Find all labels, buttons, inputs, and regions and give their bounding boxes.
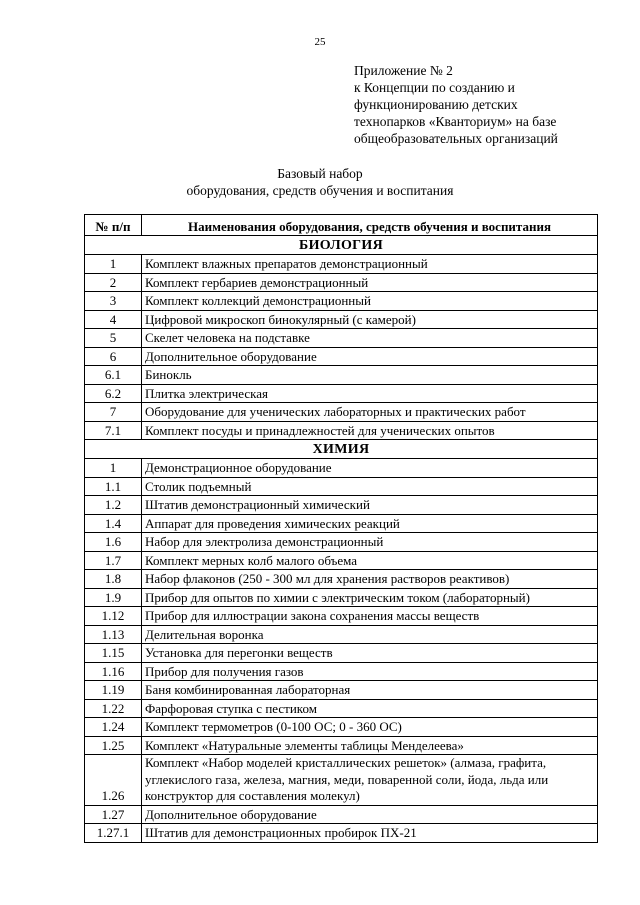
table-row (85, 755, 598, 806)
table-row (85, 310, 598, 329)
item-number: 7.1 (85, 421, 142, 440)
item-number: 3 (85, 292, 142, 311)
item-number: 1.2 (85, 496, 142, 515)
appendix-caption (354, 62, 614, 147)
table-header-row (85, 215, 598, 236)
table-row (85, 514, 598, 533)
appendix-line: Приложение № 2 (354, 63, 453, 78)
table-row (85, 273, 598, 292)
item-name: Столик подъемный (142, 477, 598, 496)
header-number: № п/п (85, 215, 142, 236)
item-name: Прибор для опытов по химии с электрическим током (лабораторный) (142, 588, 598, 607)
item-name: Штатив демонстрационный химический (142, 496, 598, 515)
table-row (85, 403, 598, 422)
item-number: 2 (85, 273, 142, 292)
item-name: Фарфоровая ступка с пестиком (142, 699, 598, 718)
item-name: Делительная воронка (142, 625, 598, 644)
table-row (85, 421, 598, 440)
section-row (85, 440, 598, 459)
appendix-line: технопарков «Кванториум» на базе (354, 114, 557, 129)
title-line: оборудования, средств обучения и воспитания (186, 183, 454, 198)
item-number: 4 (85, 310, 142, 329)
item-name: Комплект гербариев демонстрационный (142, 273, 598, 292)
item-name: Штатив для демонстрационных пробирок ПХ-21 (142, 824, 598, 843)
item-name: Плитка электрическая (142, 384, 598, 403)
equipment-table-wrapper (84, 214, 597, 843)
table-row (85, 496, 598, 515)
table-row (85, 662, 598, 681)
item-name: Скелет человека на подставке (142, 329, 598, 348)
item-number: 1.22 (85, 699, 142, 718)
section-title: БИОЛОГИЯ (85, 236, 598, 255)
table-row (85, 588, 598, 607)
table-row (85, 347, 598, 366)
item-number: 1.4 (85, 514, 142, 533)
appendix-line: общеобразовательных организаций (354, 131, 558, 146)
item-number: 6.2 (85, 384, 142, 403)
item-number: 1.25 (85, 736, 142, 755)
item-number: 1.16 (85, 662, 142, 681)
item-name: Комплект влажных препаратов демонстрационный (142, 255, 598, 274)
item-number: 1.19 (85, 681, 142, 700)
item-name: Установка для перегонки веществ (142, 644, 598, 663)
item-name: Цифровой микроскоп бинокулярный (с камерой) (142, 310, 598, 329)
table-row (85, 477, 598, 496)
item-name: Дополнительное оборудование (142, 347, 598, 366)
table-row (85, 292, 598, 311)
item-name: Набор для электролиза демонстрационный (142, 533, 598, 552)
equipment-table (84, 214, 598, 843)
item-number: 1 (85, 255, 142, 274)
item-number: 1.12 (85, 607, 142, 626)
table-body (85, 236, 598, 843)
item-name: Комплект «Натуральные элементы таблицы Менделеева» (142, 736, 598, 755)
page-number: 25 (314, 36, 326, 48)
item-number: 1.13 (85, 625, 142, 644)
item-name: Прибор для иллюстрации закона сохранения массы веществ (142, 607, 598, 626)
item-name: Баня комбинированная лабораторная (142, 681, 598, 700)
table-row (85, 681, 598, 700)
table-row (85, 459, 598, 478)
table-row (85, 533, 598, 552)
table-row (85, 824, 598, 843)
item-name: Комплект термометров (0-100 ОС; 0 - 360 ОС) (142, 718, 598, 737)
item-number: 1.24 (85, 718, 142, 737)
appendix-line: к Концепции по созданию и (354, 80, 515, 95)
document-title (0, 165, 640, 199)
item-number: 1.26 (85, 755, 142, 806)
table-row (85, 644, 598, 663)
item-name: Дополнительное оборудование (142, 805, 598, 824)
item-number: 1.1 (85, 477, 142, 496)
item-name: Комплект посуды и принадлежностей для ученических опытов (142, 421, 598, 440)
item-number: 1.27 (85, 805, 142, 824)
appendix-line: функционированию детских (354, 97, 518, 112)
title-line: Базовый набор (277, 166, 363, 181)
header-name: Наименования оборудования, средств обучения и воспитания (142, 215, 598, 236)
table-row (85, 551, 598, 570)
table-row (85, 366, 598, 385)
table-row (85, 625, 598, 644)
item-name: Комплект коллекций демонстрационный (142, 292, 598, 311)
section-title: ХИМИЯ (85, 440, 598, 459)
table-row (85, 805, 598, 824)
table-row (85, 384, 598, 403)
item-name: Аппарат для проведения химических реакций (142, 514, 598, 533)
item-name: Оборудование для ученических лабораторных и практических работ (142, 403, 598, 422)
item-number: 6.1 (85, 366, 142, 385)
item-number: 1.9 (85, 588, 142, 607)
item-number: 6 (85, 347, 142, 366)
item-number: 1.8 (85, 570, 142, 589)
item-name: Бинокль (142, 366, 598, 385)
table-row (85, 699, 598, 718)
section-row (85, 236, 598, 255)
table-row (85, 570, 598, 589)
item-number: 1.15 (85, 644, 142, 663)
item-number: 1.6 (85, 533, 142, 552)
item-name: Демонстрационное оборудование (142, 459, 598, 478)
table-row (85, 607, 598, 626)
item-number: 1 (85, 459, 142, 478)
item-number: 5 (85, 329, 142, 348)
item-number: 1.27.1 (85, 824, 142, 843)
table-row (85, 255, 598, 274)
item-name: Прибор для получения газов (142, 662, 598, 681)
table-row (85, 718, 598, 737)
table-row (85, 329, 598, 348)
item-name: Комплект мерных колб малого объема (142, 551, 598, 570)
item-name: Комплект «Набор моделей кристаллических решеток» (алмаза, графита, углекислого газа, железа, магния, меди, поваренной соли, йода, льда или конструктор для составления молекул) (142, 755, 598, 806)
item-number: 7 (85, 403, 142, 422)
item-name: Набор флаконов (250 - 300 мл для хранения растворов реактивов) (142, 570, 598, 589)
item-number: 1.7 (85, 551, 142, 570)
table-row (85, 736, 598, 755)
